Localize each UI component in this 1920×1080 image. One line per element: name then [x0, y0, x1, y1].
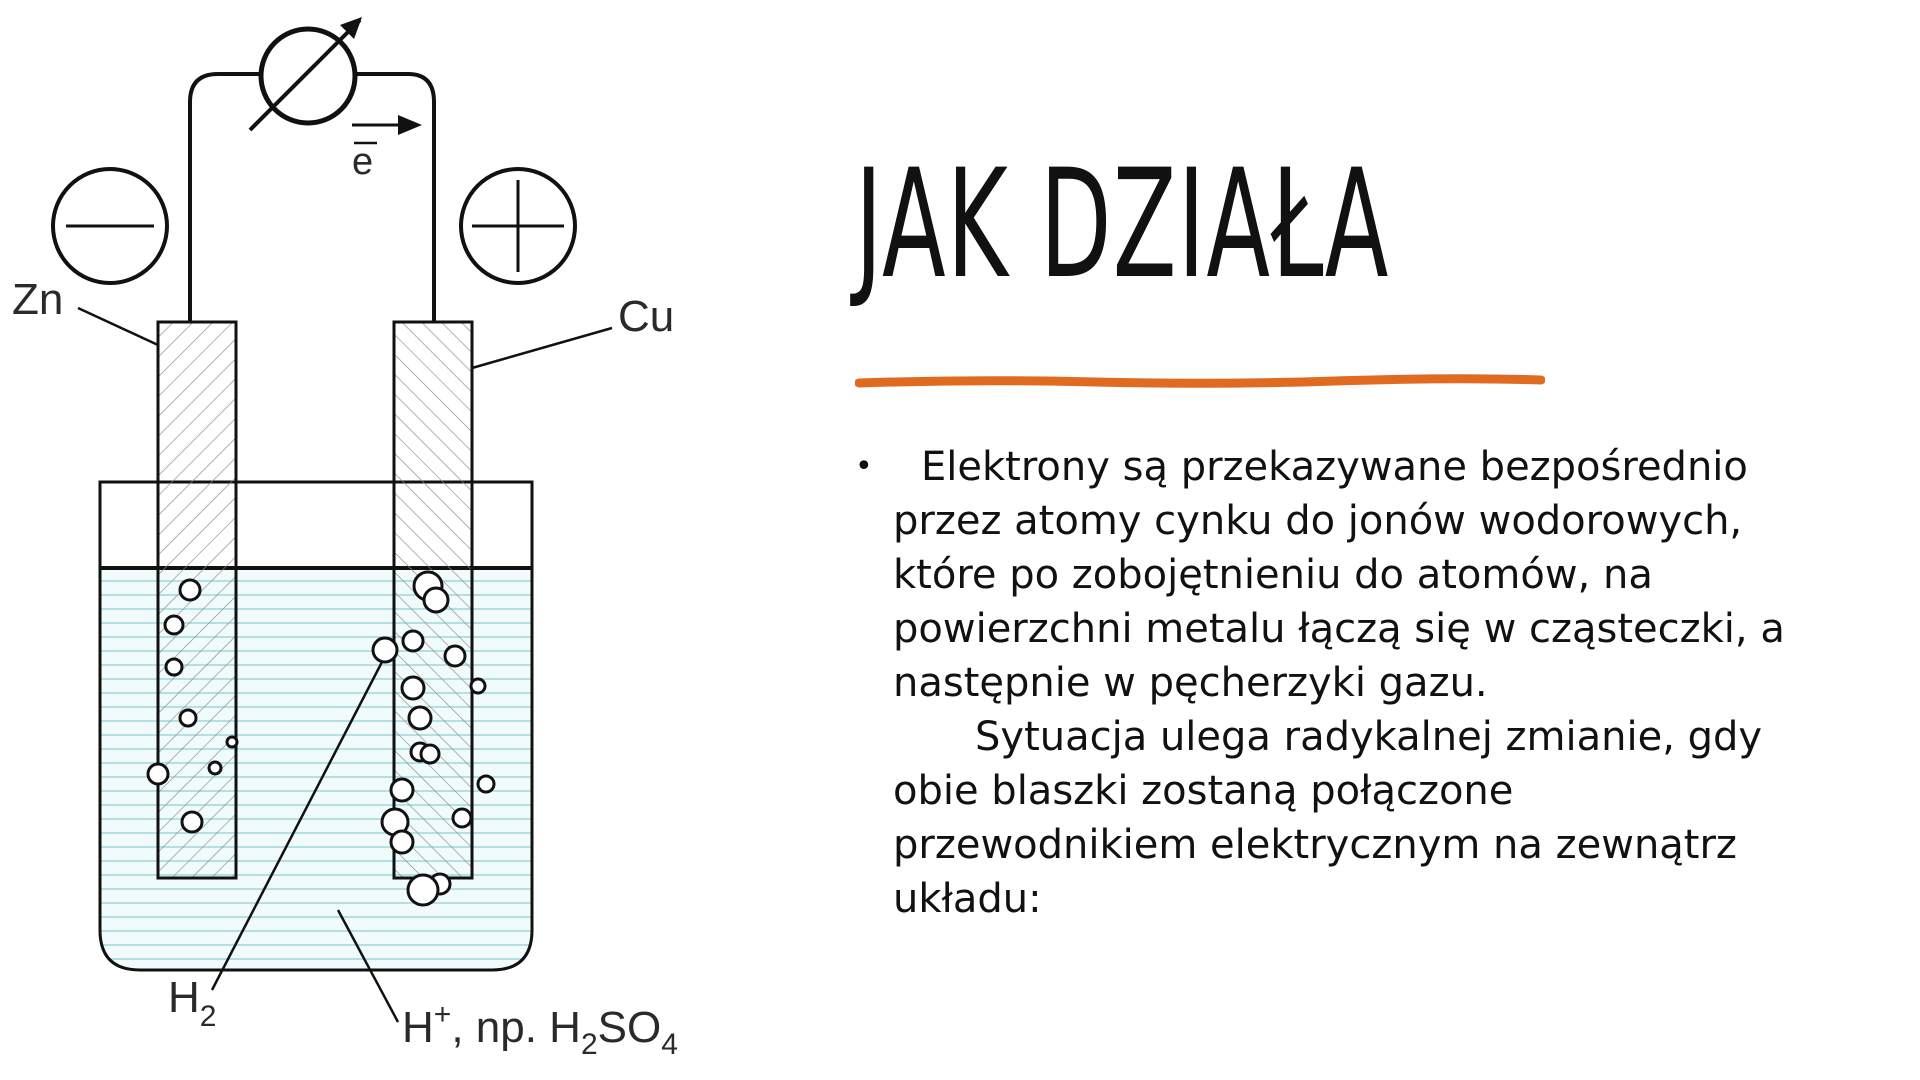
h2-label-subscript: 2 [199, 1000, 217, 1033]
galvanometer [250, 17, 362, 130]
electron-flow-arrow [352, 115, 422, 143]
paragraph-1: Elektrony są przekazywane bezpośrednio przez atomy cynku do jonów wodorowych, które po zobojętnieniu do atomów, na powierzchni metalu łączą się w cząsteczki, a następnie w pęcherzyki gazu. [893, 444, 1785, 706]
acid-label-end: SO [597, 1003, 662, 1052]
acid-label-subscript-1: 2 [580, 1028, 598, 1061]
cu-label: Cu [618, 292, 675, 341]
title-underline [855, 371, 1545, 391]
acid-label [402, 998, 678, 1061]
zn-label: Zn [12, 275, 64, 324]
electron-label: e [352, 141, 374, 183]
acid-label-mid: , np. H [451, 1003, 581, 1052]
acid-label-subscript-2: 4 [661, 1028, 678, 1061]
bullet-icon: • [855, 449, 873, 484]
content-list [855, 440, 1815, 926]
galvanic-cell-diagram [0, 0, 700, 1080]
positive-terminal-symbol [461, 169, 575, 283]
h2-label-text: H [168, 973, 200, 1022]
h2-label [168, 973, 216, 1033]
list-item [855, 440, 1815, 926]
negative-terminal-symbol [53, 169, 167, 283]
slide-title: JAK DZIAŁA [855, 138, 1390, 312]
acid-label-prefix: H [402, 1003, 434, 1052]
zinc-electrode [158, 322, 236, 878]
paragraph-2: Sytuacja ulega radykalnej zmianie, gdy obie blaszki zostaną połączone przewodnikiem elektrycznym na zewnątrz układu: [893, 714, 1763, 922]
acid-label-superscript: + [433, 998, 452, 1031]
